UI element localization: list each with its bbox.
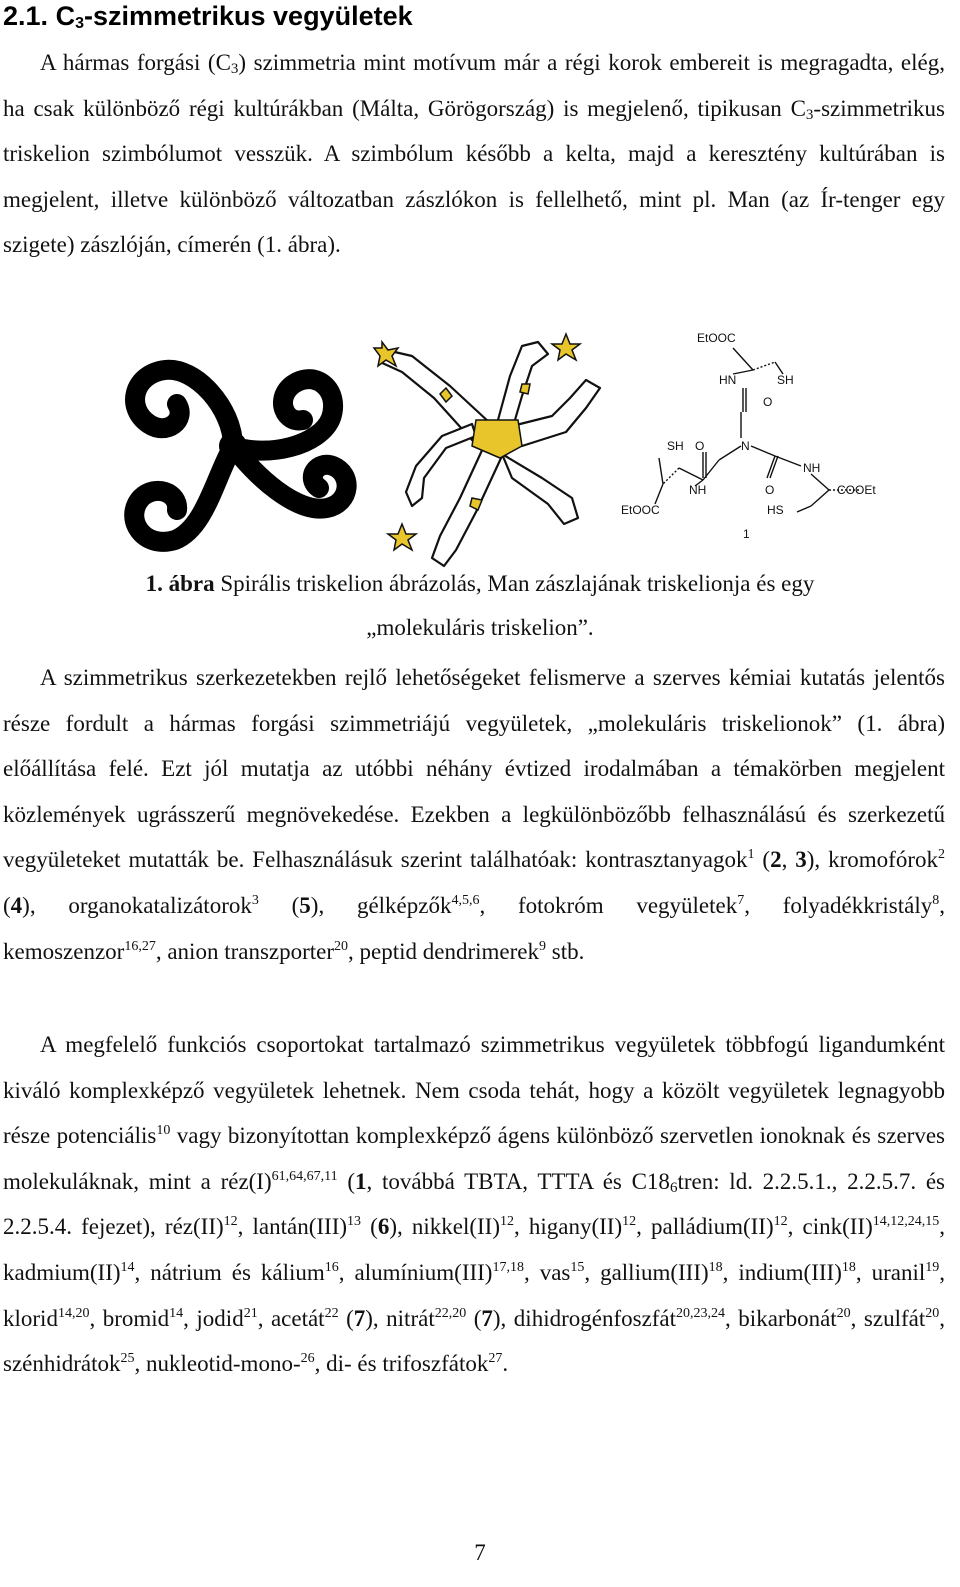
section-title-part: C bbox=[55, 1, 76, 31]
svg-text:COOEt: COOEt bbox=[837, 483, 876, 497]
paragraph-applications: A szimmetrikus szerkezetekben rejlő lehetőségeket felismerve a szerves kémiai kutatás jelentős része fordult a hármas forgási szimmetriájú vegyületek, „molekuláris triskelionok” (1. ábra) előállítása felé. Ezt jól mutatja az utóbbi néhány évtized irodalmában a témakörben megjelent közlemények ugrásszerű megnövekedése. Ezekben a legkülönbözőbb felhasználású és szerkezetű vegyületeket mutatták be. Felhasználásuk szerint találhatóak: kontrasztanyagok$^1$ (2, 3), kromofórok$^2$ (4), organokatalizátorok$^3$ (5), gélképzők$^{4,5,6}$, fotokróm vegyületek$^7$, folyadékkristály$^8$, kemoszenzor$^{16,27}$, anion transzporter$^{20}$, peptid dendrimerek$^9$ stb. bbox=[3, 665, 945, 964]
svg-text:SH: SH bbox=[667, 439, 684, 453]
svg-text:NH: NH bbox=[689, 483, 707, 497]
spiral-triskelion-image bbox=[105, 328, 360, 568]
svg-text:EtOOC: EtOOC bbox=[697, 331, 736, 345]
section-heading bbox=[3, 0, 413, 41]
page-number: 7 bbox=[474, 1540, 486, 1565]
svg-text:HS: HS bbox=[767, 503, 784, 517]
molecular-triskelion-structure bbox=[615, 328, 895, 553]
section-title-subscript: 3 bbox=[75, 15, 84, 32]
man-triskelion-image bbox=[372, 328, 612, 568]
svg-text:O: O bbox=[765, 483, 775, 497]
svg-text:O: O bbox=[763, 395, 773, 409]
svg-text:N: N bbox=[741, 439, 750, 453]
svg-text:EtOOC: EtOOC bbox=[621, 503, 660, 517]
svg-text:NH: NH bbox=[803, 461, 821, 475]
paragraph-intro: A hármas forgási $(C_3)$ szimmetria mint motívum már a régi korok embereit is megragadta, elég, ha csak különböző régi kultúrákban (Málta, Görögország) is megjelenő, tipikusan $C_3$-szimmetrikus triskelion szimbólumot vesszük. A szimbólum később a kelta, majd a keresztény kultúrában is megjelent, illetve különböző változatban zászlókon is fellelhető, mint pl. Man (az Ír-tenger egy szigete) zászlóján, címerén (1. ábra). bbox=[3, 50, 945, 258]
svg-text:HN: HN bbox=[719, 373, 737, 387]
svg-text:1: 1 bbox=[743, 527, 750, 541]
paragraph-complexes: A megfelelő funkciós csoportokat tartalmazó szimmetrikus vegyületek többfogú ligandumként kiváló komplexképző vegyületek lehetnek. Nem csoda tehát, hogy a közölt vegyületek legnagyobb része potenciális$^{10}$ vagy bizonyítottan komplexképző ágens különböző szervetlen ionoknak és szerves molekuláknak, mint a $réz(I)^{61,64,67,11}$ (1, továbbá TBTA, TTTA és $C18_6tren$: ld. 2.2.5.1., 2.2.5.7. és 2.2.5.4. fejezet), réz(II)$^{12}$, lantán(III)$^{13}$ (6), nikkel(II)$^{12}$, higany(II)$^{12}$, palládium(II)$^{12}$, cink(II)$^{14,12,24,15}$, kadmium(II)$^{14}$, nátrium és kálium$^{16}$, alumínium(III)$^{17,18}$, vas$^{15}$, gallium(III)$^{18}$, indium(III)$^{18}$, uranil$^{19}$, klorid$^{14,20}$, bromid$^{14}$, jodid$^{21}$, acetát$^{22}$ (7), nitrát$^{22,20}$ (7), dihidrogénfoszfát$^{20,23,24}$, bikarbonát$^{20}$, szulfát$^{20}$, szénhidrátok$^{25}$, nukleotid-mono-$^{26}$, di- és trifoszfátok$^{27}$. bbox=[3, 1032, 946, 1377]
svg-text:O: O bbox=[695, 439, 705, 453]
section-title-part: -szimmetrikus vegyületek bbox=[83, 1, 413, 31]
section-number: 2.1. bbox=[3, 1, 49, 31]
figure-caption: 1. ábra Spirális triskelion ábrázolás, Man zászlajának triskelionja és egy „molekuláris triskelion”. bbox=[145, 571, 815, 640]
svg-text:SH: SH bbox=[777, 373, 794, 387]
